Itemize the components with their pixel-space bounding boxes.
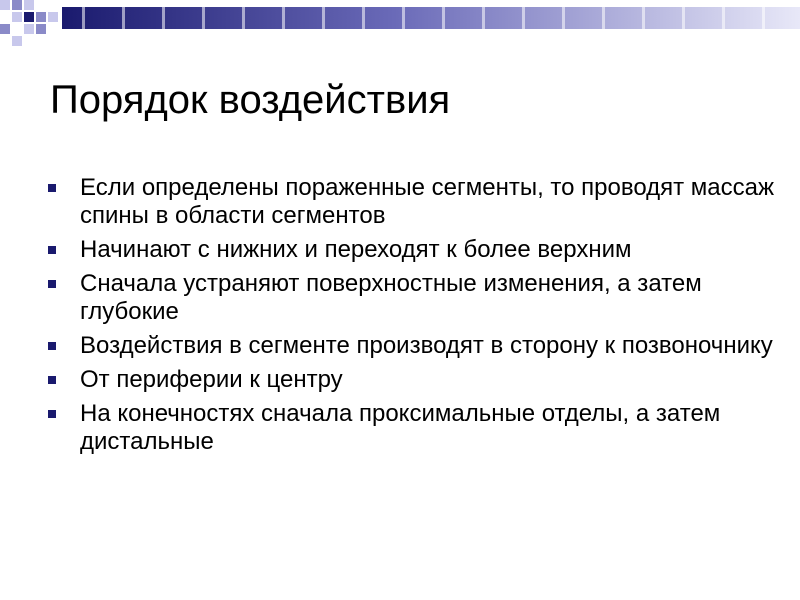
slide-title: Порядок воздействия [50, 78, 451, 122]
square-bullet-icon [48, 184, 56, 192]
square-bullet-icon [48, 280, 56, 288]
bullet-text: Начинают с нижних и переходят к более верхним [80, 236, 632, 263]
list-item [48, 400, 778, 456]
bullet-text: Если определены пораженные сегменты, то проводят массаж спины в области сегментов [80, 174, 775, 229]
bullet-text: От периферии к центру [80, 366, 343, 393]
square-bullet-icon [48, 246, 56, 254]
decorative-squares-icon [0, 0, 70, 60]
list-item [48, 236, 778, 264]
bullet-list [48, 174, 778, 462]
square-bullet-icon [48, 410, 56, 418]
square-bullet-icon [48, 342, 56, 350]
list-item [48, 366, 778, 394]
decorative-stripe [62, 7, 800, 29]
bullet-text: Сначала устраняют поверхностные изменения, а затем глубокие [80, 270, 702, 325]
square-bullet-icon [48, 376, 56, 384]
bullet-text: Воздействия в сегменте производят в сторону к позвоночнику [80, 332, 773, 359]
bullet-text: На конечностях сначала проксимальные отделы, а затем дистальные [80, 400, 721, 455]
list-item [48, 332, 778, 360]
list-item [48, 174, 778, 230]
list-item [48, 270, 778, 326]
